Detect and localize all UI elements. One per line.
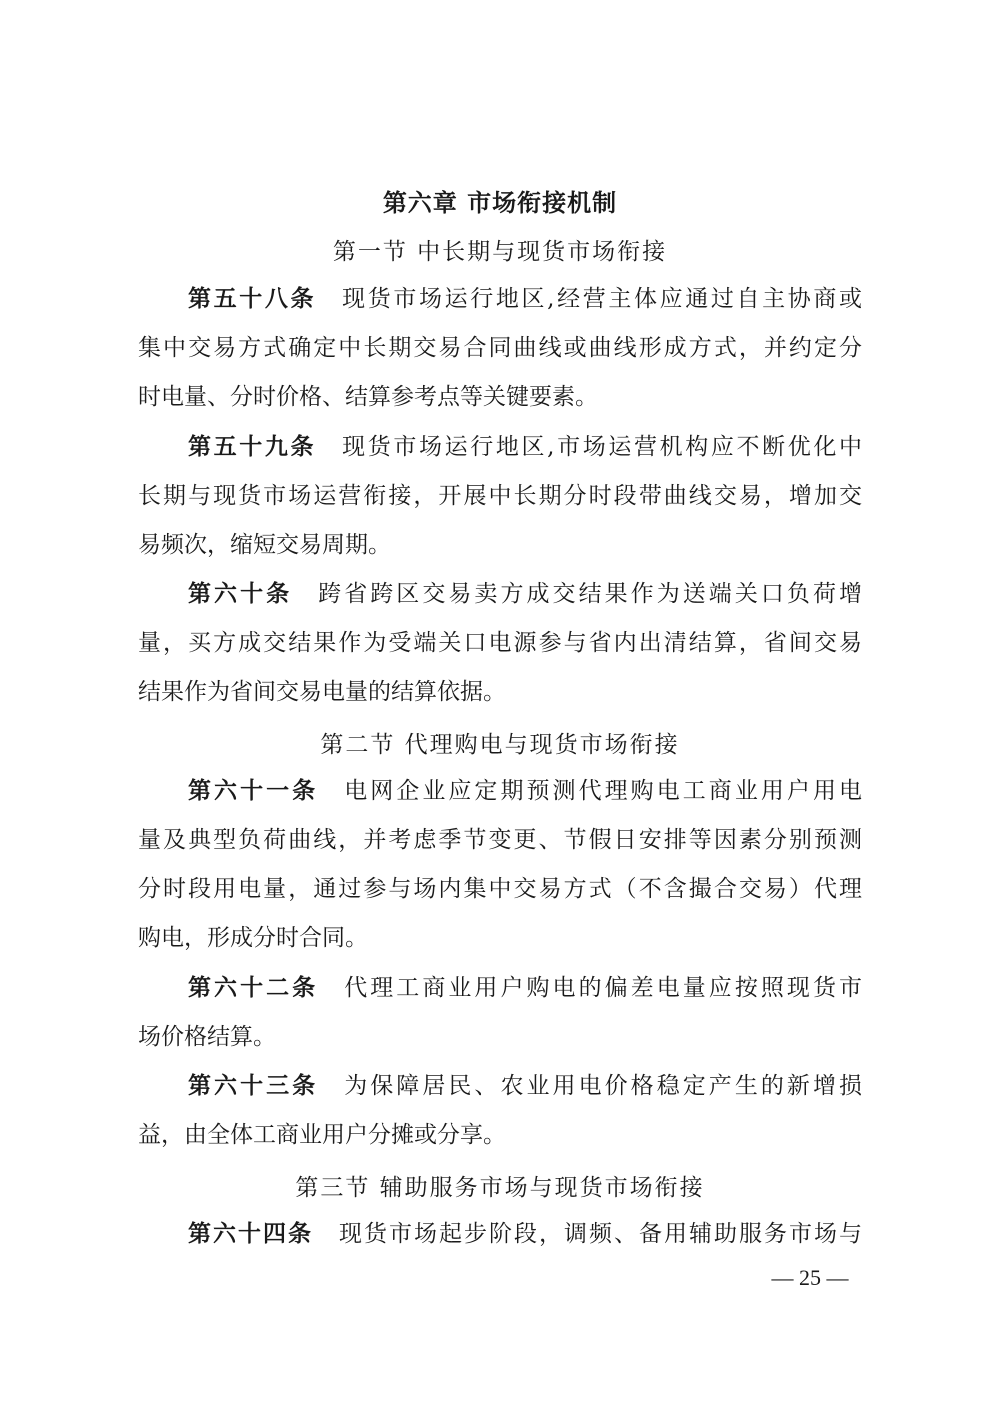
- article-number: 第六十条: [188, 580, 293, 607]
- chapter-title: 第六章 市场衔接机制: [382, 189, 618, 217]
- article-64-line-1: [188, 1218, 862, 1250]
- article-60-line-2: 量，买方成交结果作为受端关口电源参与省内出清结算，省间交易: [138, 630, 862, 656]
- article-59-line-2: 长期与现货市场运营衔接，开展中长期分时段带曲线交易，增加交: [138, 483, 862, 509]
- article-61-line-2: 量及典型负荷曲线，并考虑季节变更、节假日安排等因素分别预测: [138, 827, 862, 853]
- article-text: 电网企业应定期预测代理购电工商业用户用电: [344, 778, 863, 804]
- article-number: 第六十三条: [188, 1072, 319, 1099]
- page-number: — 25 —: [771, 1265, 849, 1290]
- article-text: 代理工商业用户购电的偏差电量应按照现货市: [344, 975, 863, 1001]
- article-59-line-1: [188, 431, 862, 463]
- article-58-line-1: [188, 283, 862, 315]
- article-59-line-3: 易频次，缩短交易周期。: [138, 532, 391, 558]
- article-number: 第六十四条: [188, 1220, 313, 1247]
- article-62-line-1: [188, 972, 862, 1004]
- article-61-line-4: 购电，形成分时合同。: [138, 925, 368, 951]
- article-63-line-1: [188, 1070, 862, 1102]
- article-63-line-2: 益，由全体工商业用户分摊或分享。: [138, 1122, 506, 1148]
- article-60-line-1: [188, 578, 862, 610]
- section-title: 第二节 代理购电与现货市场衔接: [320, 732, 680, 758]
- article-text: 现货市场起步阶段，调频、备用辅助服务市场与: [339, 1221, 862, 1247]
- article-number: 第五十九条: [188, 433, 317, 460]
- article-61-line-1: [188, 775, 862, 807]
- article-text: 现货市场运行地区,市场运营机构应不断优化中: [342, 434, 863, 460]
- article-58-line-3: 时电量、分时价格、结算参考点等关键要素。: [138, 384, 598, 410]
- article-60-line-3: 结果作为省间交易电量的结算依据。: [138, 679, 506, 705]
- section-title: 第一节 中长期与现货市场衔接: [332, 239, 668, 265]
- article-62-line-2: 场价格结算。: [138, 1024, 276, 1050]
- article-number: 第六十二条: [188, 974, 319, 1001]
- section-title: 第三节 辅助服务市场与现货市场衔接: [295, 1175, 705, 1201]
- article-number: 第六十一条: [188, 777, 319, 804]
- article-number: 第五十八条: [188, 285, 317, 312]
- article-58-line-2: 集中交易方式确定中长期交易合同曲线或曲线形成方式，并约定分: [138, 335, 862, 361]
- article-61-line-3: 分时段用电量，通过参与场内集中交易方式（不含撮合交易）代理: [138, 876, 862, 902]
- article-text: 为保障居民、农业用电价格稳定产生的新增损: [344, 1073, 863, 1099]
- article-text: 现货市场运行地区,经营主体应通过自主协商或: [342, 286, 863, 312]
- article-text: 跨省跨区交易卖方成交结果作为送端关口负荷增: [318, 581, 863, 607]
